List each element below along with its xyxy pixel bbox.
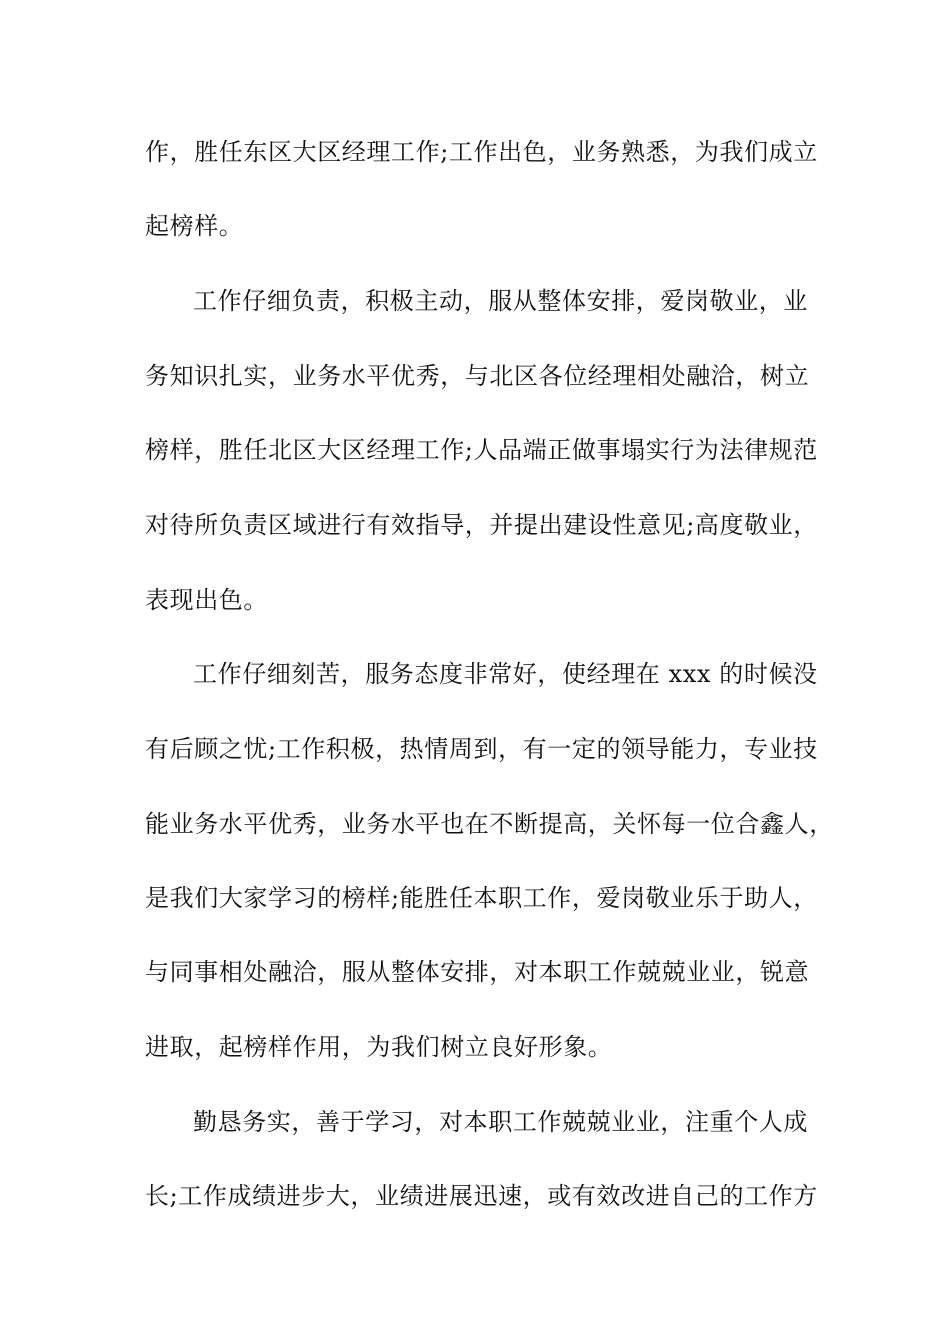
text-line: 对待所负责区域进行有效指导，并提出建设性意见;高度敬业， (145, 511, 818, 539)
text-line: 与同事相处融洽，服从整体安排，对本职工作兢兢业业，锐意 (145, 958, 810, 986)
text-line: 有后顾之忧;工作积极，热情周到，有一定的领导能力，专业技 (145, 735, 818, 763)
text-line: 起榜样。 (145, 212, 244, 240)
text-line: 务知识扎实，业务水平优秀，与北区各位经理相处融洽，树立 (145, 362, 810, 390)
text-line: 是我们大家学习的榜样;能胜任本职工作，爱岗敬业乐于助人， (145, 884, 818, 912)
paragraph-first-line: 工作仔细刻苦，服务态度非常好，使经理在 xxx 的时候没 (193, 660, 818, 688)
text-line: 表现出色。 (145, 586, 268, 614)
paragraph-first-line: 勤恳务实，善于学习，对本职工作兢兢业业，注重个人成 (193, 1108, 808, 1136)
text-line: 进取，起榜样作用，为我们树立良好形象。 (145, 1033, 613, 1061)
text-line: 榜样，胜任北区大区经理工作;人品端正做事塌实行为法律规范 (145, 436, 818, 464)
text-line: 能业务水平优秀，业务水平也在不断提高，关怀每一位合鑫人， (145, 810, 834, 838)
text-line: 作，胜任东区大区经理工作;工作出色，业务熟悉，为我们成立 (145, 138, 818, 166)
text-line: 长;工作成绩进步大，业绩进展迅速，或有效改进自己的工作方 (145, 1182, 818, 1210)
paragraph-first-line: 工作仔细负责，积极主动，服从整体安排，爱岗敬业，业 (193, 287, 808, 315)
